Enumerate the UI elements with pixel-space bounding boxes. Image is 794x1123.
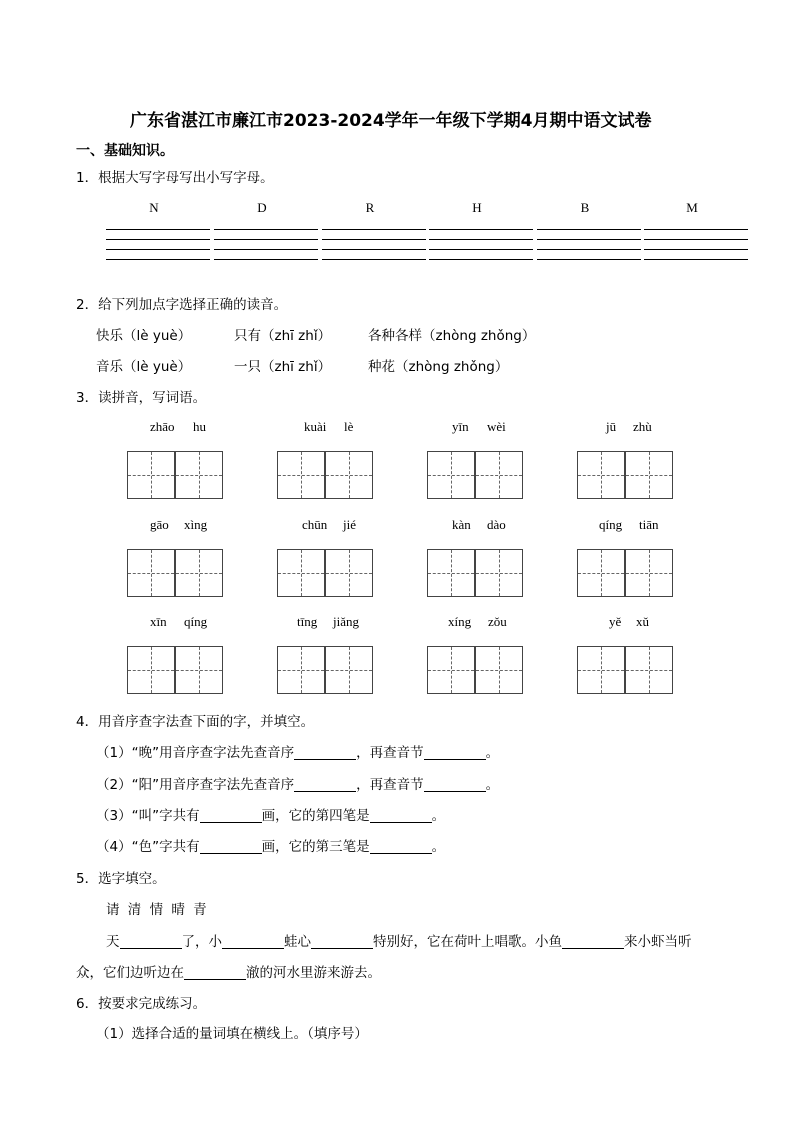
answer-blank[interactable] xyxy=(184,965,246,980)
reading-choice[interactable]: 只有（zhī zhǐ） xyxy=(234,328,332,344)
passage-line-1 xyxy=(106,930,692,950)
question-number: 5． xyxy=(76,871,99,887)
pinyin: zhāo xyxy=(150,419,175,434)
uppercase-letter: D xyxy=(257,200,267,215)
sub-question-text: （2）“阳”用音序查字法先查音序 xyxy=(96,777,295,793)
pinyin: yīn xyxy=(452,419,469,434)
sub-question-text: ，再查音节 xyxy=(356,777,424,793)
question-number: 3． xyxy=(76,390,99,406)
tianzige-box[interactable] xyxy=(577,451,625,499)
pinyin: hu xyxy=(193,419,206,434)
pinyin: kuài xyxy=(304,419,327,434)
question-number: 6． xyxy=(76,996,99,1012)
answer-blank[interactable] xyxy=(370,839,432,854)
writing-lines[interactable] xyxy=(429,229,533,269)
passage-text: 天 xyxy=(106,934,120,950)
writing-lines[interactable] xyxy=(537,229,641,269)
uppercase-letter: B xyxy=(580,200,590,215)
answer-blank[interactable] xyxy=(294,745,356,760)
tianzige-box[interactable] xyxy=(625,549,673,597)
passage-text: 澈的河水里游来游去。 xyxy=(246,965,381,981)
character-options: 请 清 情 晴 青 xyxy=(106,902,207,918)
sub-question-text: （3）“叫”字共有 xyxy=(96,808,200,824)
pinyin: zǒu xyxy=(488,614,507,629)
tianzige-box[interactable] xyxy=(175,646,223,694)
pinyin: dào xyxy=(487,517,506,532)
writing-lines[interactable] xyxy=(106,229,210,269)
answer-blank[interactable] xyxy=(200,808,262,823)
answer-blank[interactable] xyxy=(370,808,432,823)
question-text: 按要求完成练习。 xyxy=(98,996,207,1012)
uppercase-letter: H xyxy=(472,200,482,215)
sub-question-text: （4）“色”字共有 xyxy=(96,839,200,855)
sub-question-text: 画，它的第四笔是 xyxy=(261,808,370,824)
question-number: 1． xyxy=(76,170,99,186)
writing-lines[interactable] xyxy=(214,229,318,269)
sub-question-text: ，再查音节 xyxy=(356,745,424,761)
reading-choice[interactable]: 种花（zhòng zhǒng） xyxy=(368,359,509,375)
pinyin: tiān xyxy=(639,517,659,532)
question-2 xyxy=(76,293,287,313)
question-5 xyxy=(76,867,166,887)
question-text: 用音序查字法查下面的字，并填空。 xyxy=(98,714,315,730)
tianzige-box[interactable] xyxy=(427,646,475,694)
question-text: 选字填空。 xyxy=(98,871,166,887)
question-6 xyxy=(76,992,206,1012)
tianzige-box[interactable] xyxy=(127,646,175,694)
sub-question xyxy=(96,741,499,761)
passage-line-2 xyxy=(76,961,381,981)
tianzige-box[interactable] xyxy=(625,646,673,694)
answer-blank[interactable] xyxy=(222,934,284,949)
writing-lines[interactable] xyxy=(322,229,426,269)
tianzige-box[interactable] xyxy=(277,549,325,597)
pinyin: kàn xyxy=(452,517,471,532)
sub-question-text: （1）“晚”用音序查字法先查音序 xyxy=(96,745,295,761)
question-text: 根据大写字母写出小写字母。 xyxy=(98,170,274,186)
reading-choice[interactable]: 各种各样（zhòng zhǒng） xyxy=(368,328,536,344)
question-4 xyxy=(76,710,314,730)
tianzige-box[interactable] xyxy=(427,549,475,597)
section-heading: 一、基础知识。 xyxy=(76,143,174,159)
question-3 xyxy=(76,386,206,406)
pinyin: xìng xyxy=(184,517,208,532)
answer-blank[interactable] xyxy=(424,777,486,792)
pinyin: wèi xyxy=(487,419,506,434)
question-number: 4． xyxy=(76,714,99,730)
pinyin: qíng xyxy=(184,614,208,629)
pinyin: jié xyxy=(343,517,356,532)
sub-question xyxy=(96,773,499,793)
reading-choice[interactable]: 快乐（lè yuè） xyxy=(96,328,192,344)
passage-text: 来小虾当听 xyxy=(624,934,692,950)
tianzige-box[interactable] xyxy=(475,549,523,597)
pinyin: tīng xyxy=(297,614,318,629)
pinyin: zhù xyxy=(633,419,652,434)
reading-choice[interactable]: 音乐（lè yuè） xyxy=(96,359,192,375)
passage-text: 了，小 xyxy=(181,934,222,950)
answer-blank[interactable] xyxy=(424,745,486,760)
tianzige-box[interactable] xyxy=(625,451,673,499)
tianzige-box[interactable] xyxy=(127,451,175,499)
tianzige-box[interactable] xyxy=(127,549,175,597)
uppercase-letter: M xyxy=(686,200,698,215)
tianzige-box[interactable] xyxy=(277,451,325,499)
pinyin: yě xyxy=(609,614,622,629)
pinyin: xíng xyxy=(448,614,472,629)
tianzige-box[interactable] xyxy=(175,549,223,597)
passage-text: 特别好，它在荷叶上唱歌。小鱼 xyxy=(373,934,562,950)
tianzige-box[interactable] xyxy=(577,646,625,694)
answer-blank[interactable] xyxy=(562,934,624,949)
answer-blank[interactable] xyxy=(311,934,373,949)
punctuation: 。 xyxy=(431,808,446,824)
punctuation: 。 xyxy=(485,745,500,761)
punctuation: 。 xyxy=(485,777,500,793)
sub-question xyxy=(96,804,445,824)
uppercase-letter: N xyxy=(149,200,159,215)
pinyin: lè xyxy=(344,419,354,434)
sub-question: （1）选择合适的量词填在横线上。（填序号） xyxy=(96,1026,368,1042)
tianzige-box[interactable] xyxy=(325,451,373,499)
reading-choice[interactable]: 一只（zhī zhǐ） xyxy=(234,359,332,375)
answer-blank[interactable] xyxy=(294,777,356,792)
tianzige-box[interactable] xyxy=(577,549,625,597)
answer-blank[interactable] xyxy=(200,839,262,854)
pinyin: chūn xyxy=(302,517,328,532)
sub-question-text: 画，它的第三笔是 xyxy=(261,839,370,855)
tianzige-box[interactable] xyxy=(427,451,475,499)
tianzige-box[interactable] xyxy=(475,646,523,694)
writing-lines[interactable] xyxy=(644,229,748,269)
page-title: 广东省湛江市廉江市2023-2024学年一年级下学期4月期中语文试卷 xyxy=(130,111,652,131)
sub-question xyxy=(96,835,445,855)
pinyin: gāo xyxy=(150,517,169,532)
pinyin: jū xyxy=(606,419,617,434)
tianzige-box[interactable] xyxy=(475,451,523,499)
tianzige-box[interactable] xyxy=(175,451,223,499)
passage-text: 众，它们边听边在 xyxy=(76,965,184,981)
tianzige-box[interactable] xyxy=(325,549,373,597)
uppercase-letter: R xyxy=(365,200,375,215)
question-text: 给下列加点字选择正确的读音。 xyxy=(98,297,288,313)
punctuation: 。 xyxy=(431,839,446,855)
passage-text: 蛙心 xyxy=(284,934,311,950)
answer-blank[interactable] xyxy=(120,934,182,949)
pinyin: qíng xyxy=(599,517,623,532)
question-1 xyxy=(76,166,274,186)
pinyin: xīn xyxy=(150,614,167,629)
question-text: 读拼音，写词语。 xyxy=(98,390,207,406)
pinyin: xǔ xyxy=(636,614,649,629)
pinyin: jiǎng xyxy=(333,614,359,629)
tianzige-box[interactable] xyxy=(277,646,325,694)
tianzige-box[interactable] xyxy=(325,646,373,694)
question-number: 2． xyxy=(76,297,99,313)
